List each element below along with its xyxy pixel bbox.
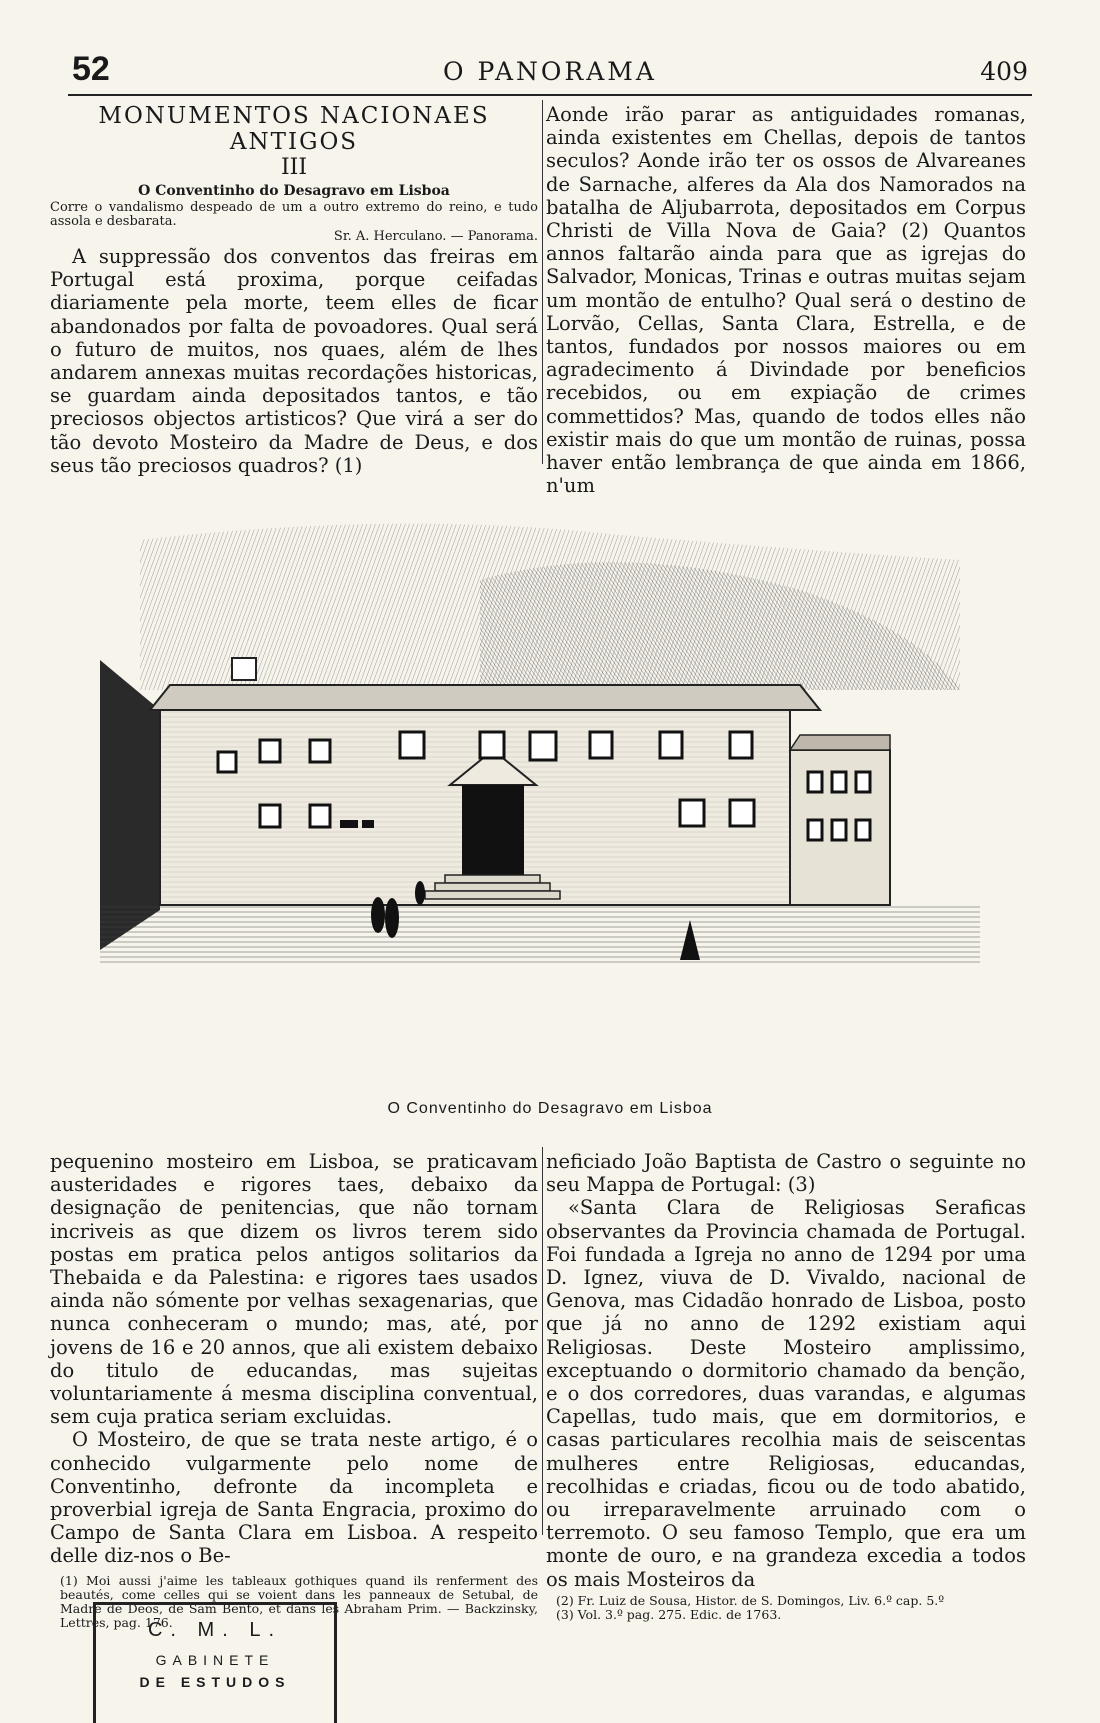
footnote-2: (2) Fr. Luiz de Sousa, Histor. de S. Domingos, Liv. 6.º cap. 5.º: [556, 1593, 945, 1608]
convent-engraving: [100, 520, 980, 1055]
page-number-right: 409: [980, 57, 1028, 86]
section-number: III: [280, 155, 308, 180]
footnotes-right: [556, 1594, 1026, 1622]
stamp-line: GABINETE: [155, 1652, 275, 1668]
illustration-caption: O Conventinho do Desagravo em Lisboa: [387, 1100, 713, 1117]
journal-title: O PANORAMA: [443, 57, 657, 86]
paragraph: A suppressão dos conventos das freiras em Portugal está proxima, porque ceifadas diariamente pela morte, teem elles de ficar abandonados por falta de povoadores. Qual será o futuro de muitos, nos quaes, além de lhes andarem annexas muitas recordações historicas, se guardam ainda depositados tantos, e tão preciosos objectos artisticos? Que virá a ser do tão devoto Mosteiro da Madre de Deus, e dos seus tão preciosos quadros? (1): [50, 245, 538, 477]
paragraph: neficiado João Baptista de Castro o seguinte no seu Mappa de Portugal: (3): [546, 1150, 1026, 1197]
paragraph: O Mosteiro, de que se trata neste artigo, é o conhecido vulgarmente pelo nome de Conventinho, defronte da incompleta e proverbial igreja de Santa Engracia, proximo do Campo de Santa Clara em Lisboa. A respeito delle diz-nos o Be-: [50, 1428, 538, 1568]
footnote-1: (1) Moi aussi j'aime les tableaux gothiques quand ils renferment des beautés, come celles qui se voient dans les panneaux de Setubal, de Madre de Deos, de Sam Bento, et dans les Abraham Prim. — Backzinsky, Lettres, pag. 176.: [60, 1573, 538, 1630]
stamp-line: DE ESTUDOS: [139, 1674, 291, 1690]
section-heading: MONUMENTOS NACIONAES ANTIGOS: [98, 103, 490, 155]
top-left-column: [50, 103, 538, 477]
stamp-line: C. M. L.: [147, 1619, 282, 1641]
bottom-left-column: [50, 1150, 538, 1568]
article-subheading: O Conventinho do Desagravo em Lisboa: [138, 183, 450, 199]
epigraph: Corre o vandalismo despeado de um a outro extremo do reino, e tudo assola e desbarata.: [50, 200, 538, 229]
paragraph: Aonde irão parar as antiguidades romanas, ainda existentes em Chellas, depois de tantos seculos? Aonde irão ter os ossos de Alvareanes de Sarnache, alferes da Ala dos Namorados na batalha de Aljubarrota, depositados em Corpus Christi de Villa Nova de Gaia? (2) Quantos annos faltarão ainda para que as igrejas do Salvador, Monicas, Trinas e outras muitas sejam um montão de entulho? Qual será o destino de Lorvão, Cellas, Santa Clara, Estrella, e de tantos, fundados por nossos maiores ou em agradecimento á Divindade por beneficios recebidos, ou em expiação de crimes commettidos? Mas, quando de todos elles não existir mais do que um montão de ruinas, possa haver então lembrança de que ainda em 1866, n'um: [546, 103, 1026, 498]
top-right-column: [546, 103, 1026, 497]
column-divider: [542, 100, 543, 464]
bottom-right-column: [546, 1150, 1026, 1591]
page-number-left: 52: [72, 50, 110, 88]
library-stamp: [93, 1602, 337, 1723]
epigraph-source: Sr. A. Herculano. — Panorama.: [333, 229, 538, 244]
header-rule: [68, 94, 1032, 96]
footnote-3: (3) Vol. 3.º pag. 275. Edic. de 1763.: [556, 1607, 782, 1622]
paragraph: pequenino mosteiro em Lisboa, se praticavam austeridades e rigores taes, debaixo da designação de penitencias, que não tornam incriveis as que dizem os livros terem sido postas em pratica pelos antigos solitarios da Thebaida e da Palestina: e rigores taes usados ainda não sómente por velhas sexagenarias, que nunca conheceram o mundo; mas, até, por jovens de 16 e 20 annos, que ali existem debaixo do titulo de educandas, mas sujeitas voluntariamente á mesma disciplina conventual, sem cuja pratica seriam excluidas.: [50, 1150, 538, 1429]
paragraph: «Santa Clara de Religiosas Seraficas observantes da Provincia chamada de Portugal. Foi fundada a Igreja no anno de 1294 por uma D. Ignez, viuva de D. Vivaldo, nacional de Genova, mas Cidadão honrado de Lisboa, posto que já no anno de 1292 existiam aqui Religiosas. Deste Mosteiro amplissimo, exceptuando o dormitorio chamado da benção, e o dos corredores, duas varandas, e algumas Capellas, tudo mais, que em dormitorios, e casas particulares recolhia mais de seiscentas mulheres entre Religiosas, educandas, recolhidas e criadas, ficou ou de todo abatido, ou irreparavelmente arruinado com o terremoto. O seu famoso Templo, que era um monte de ouro, e na grandeza excedia a todos os mais Mosteiros da: [546, 1196, 1026, 1591]
column-divider: [542, 1147, 543, 1535]
